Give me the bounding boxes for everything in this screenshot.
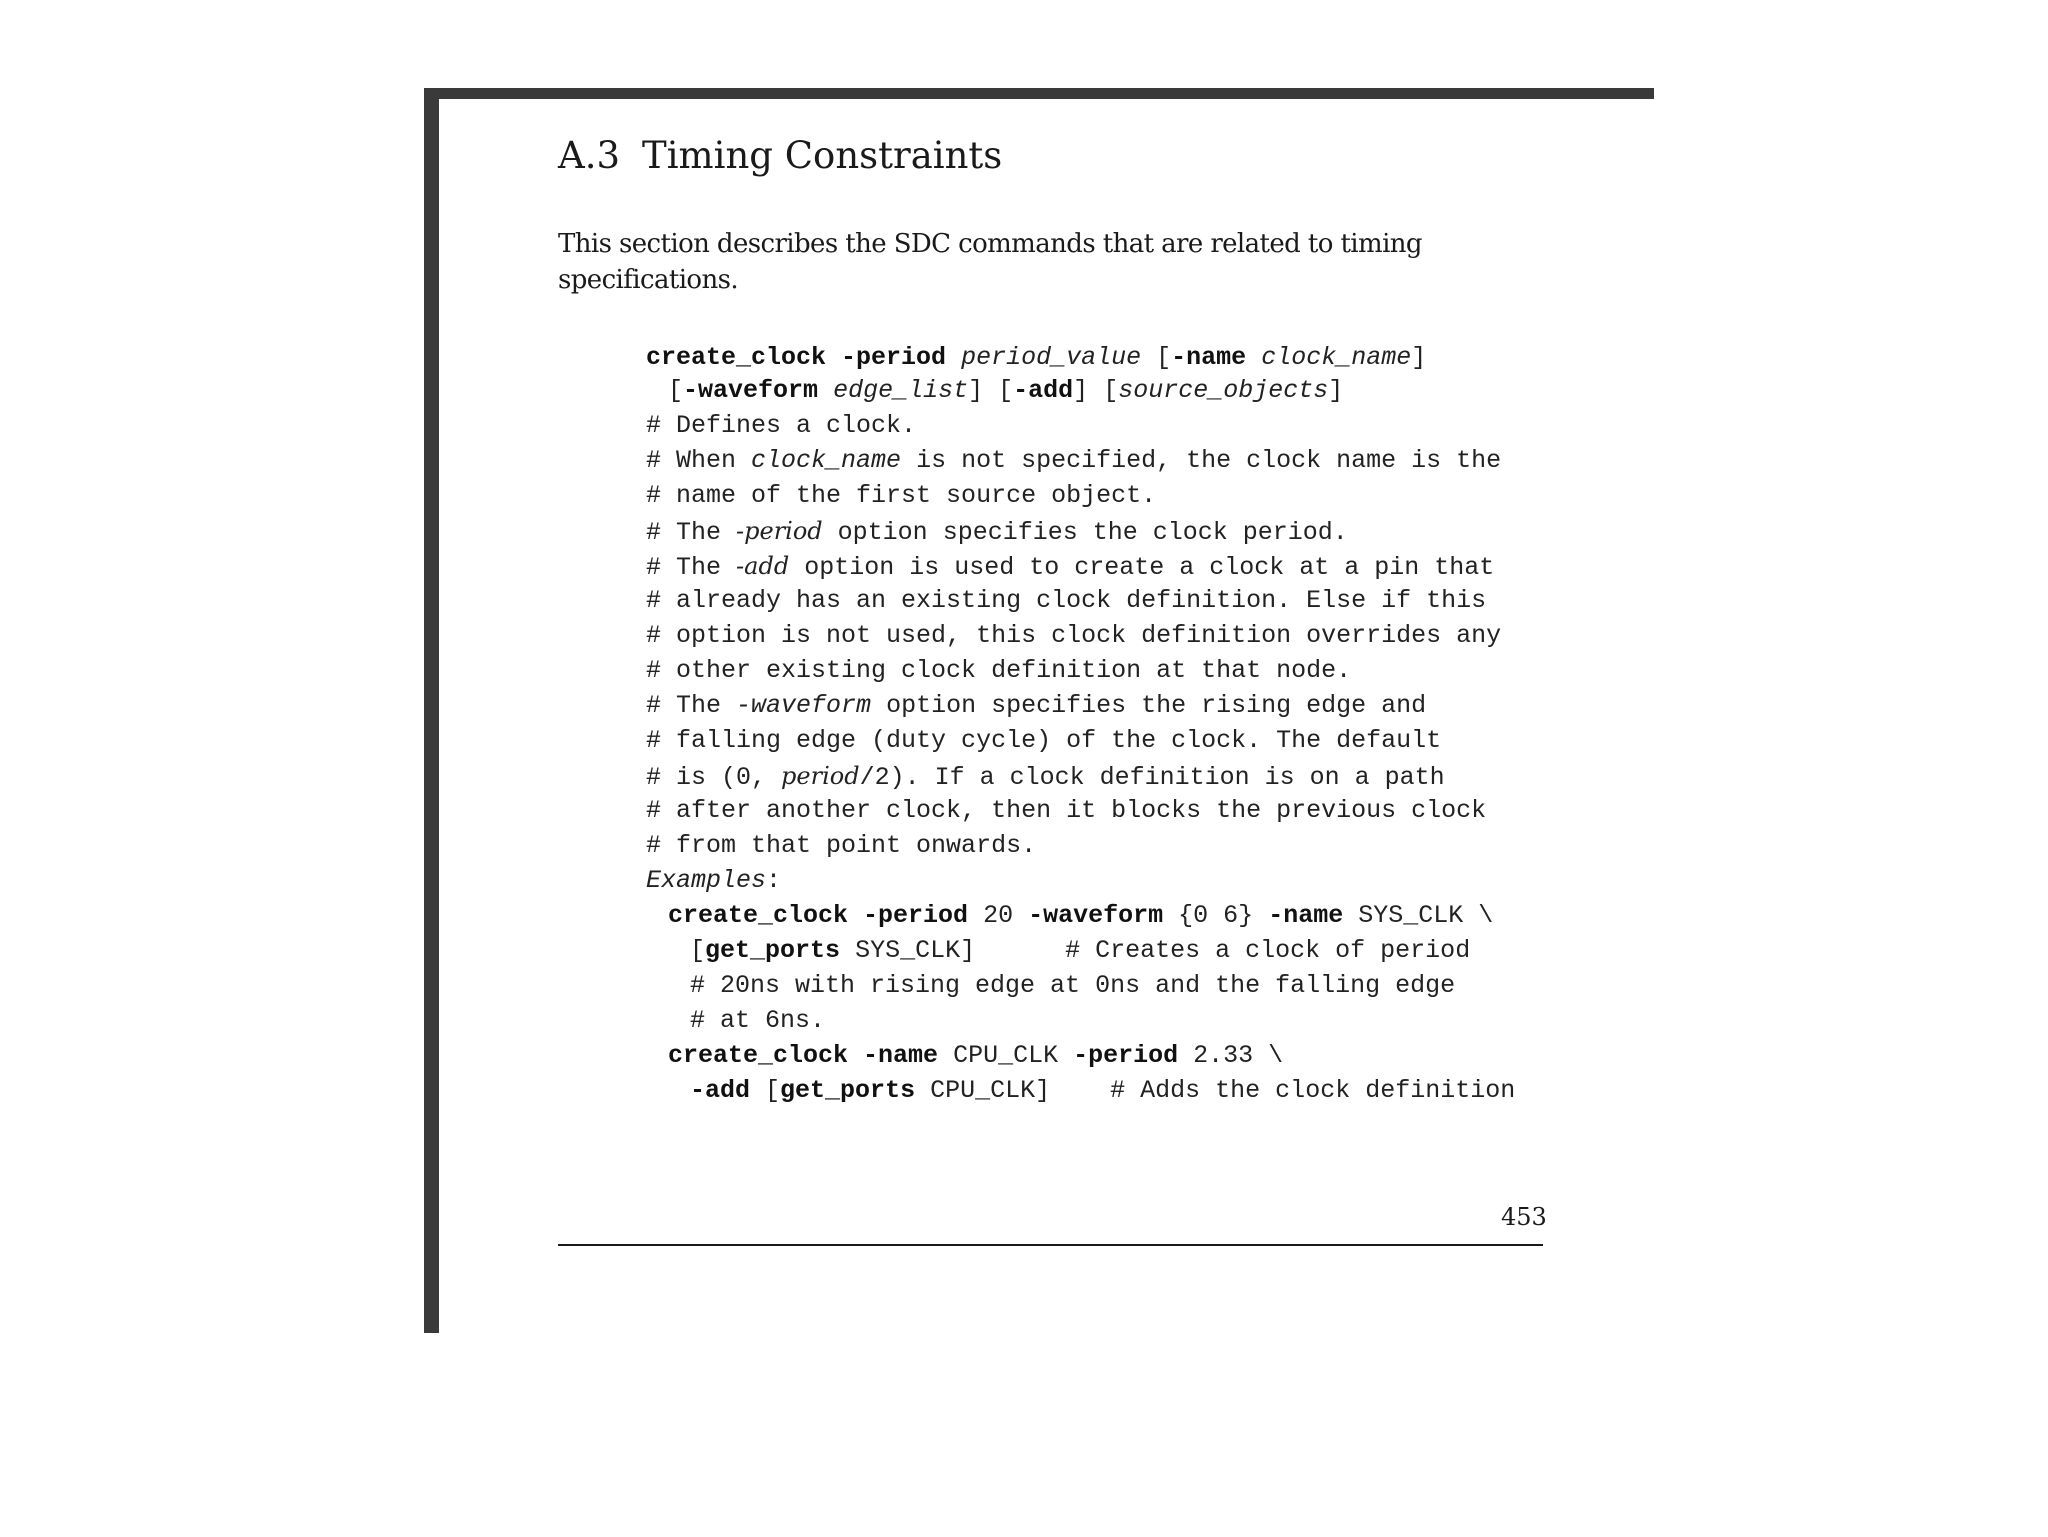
option-waveform: -waveform	[683, 376, 819, 405]
page-number: 453	[1501, 1203, 1547, 1231]
comment-line: # from that point onwards.	[646, 831, 1037, 860]
page-top-border	[424, 88, 1654, 99]
option-name: -name	[1171, 343, 1247, 372]
comment-line: # Defines a clock.	[646, 411, 917, 440]
option-add: -add	[1013, 376, 1074, 405]
option-period: -period	[841, 343, 947, 372]
section-title: Timing Constraints	[642, 134, 1003, 177]
example-1-line-2: [get_ports SYS_CLK] # Creates a clock of period	[690, 936, 1471, 965]
comment-line: # The -period option specifies the clock period.	[646, 517, 1348, 547]
arg-source-objects: source_objects	[1118, 376, 1329, 405]
comment-line: # name of the first source object.	[646, 481, 1157, 510]
example-1-line-1: create_clock -period 20 -waveform {0 6} -name SYS_CLK \	[668, 901, 1494, 930]
comment-line: # already has an existing clock definition. Else if this	[646, 586, 1487, 615]
example-2-line-2: -add [get_ports CPU_CLK] # Adds the clock definition	[690, 1076, 1516, 1105]
section-number: A.3	[558, 134, 621, 177]
example-1-line-3: # 20ns with rising edge at 0ns and the falling edge	[690, 971, 1456, 1000]
comment-line: # option is not used, this clock definition overrides any	[646, 621, 1502, 650]
arg-period-value: period_value	[961, 343, 1142, 372]
footer-rule	[558, 1244, 1543, 1246]
comment-line: # after another clock, then it blocks the previous clock	[646, 796, 1487, 825]
comment-line: # When clock_name is not specified, the clock name is the	[646, 446, 1502, 475]
examples-label: Examples:	[646, 866, 782, 895]
arg-edge-list: edge_list	[833, 376, 969, 405]
example-1-line-4: # at 6ns.	[690, 1006, 826, 1035]
comment-line: # The -add option is used to create a clock at a pin that	[646, 552, 1495, 582]
command-name: create_clock	[646, 343, 827, 372]
comment-line: # is (0, period/2). If a clock definition is on a path	[646, 762, 1445, 792]
comment-line: # The -waveform option specifies the rising edge and	[646, 691, 1427, 720]
intro-paragraph: This section describes the SDC commands that are related to timing specifications.	[558, 229, 1422, 295]
example-2-line-1: create_clock -name CPU_CLK -period 2.33 \	[668, 1041, 1284, 1070]
comment-line: # other existing clock definition at that node.	[646, 656, 1352, 685]
syntax-line-1: create_clock -period period_value [-name clock_name]	[646, 343, 1427, 372]
arg-clock-name: clock_name	[1261, 343, 1412, 372]
syntax-line-2: [-waveform edge_list] [-add] [source_objects]	[668, 376, 1344, 405]
comment-line: # falling edge (duty cycle) of the clock. The default	[646, 726, 1442, 755]
section-heading	[558, 134, 1002, 177]
page-left-border	[424, 88, 439, 1333]
